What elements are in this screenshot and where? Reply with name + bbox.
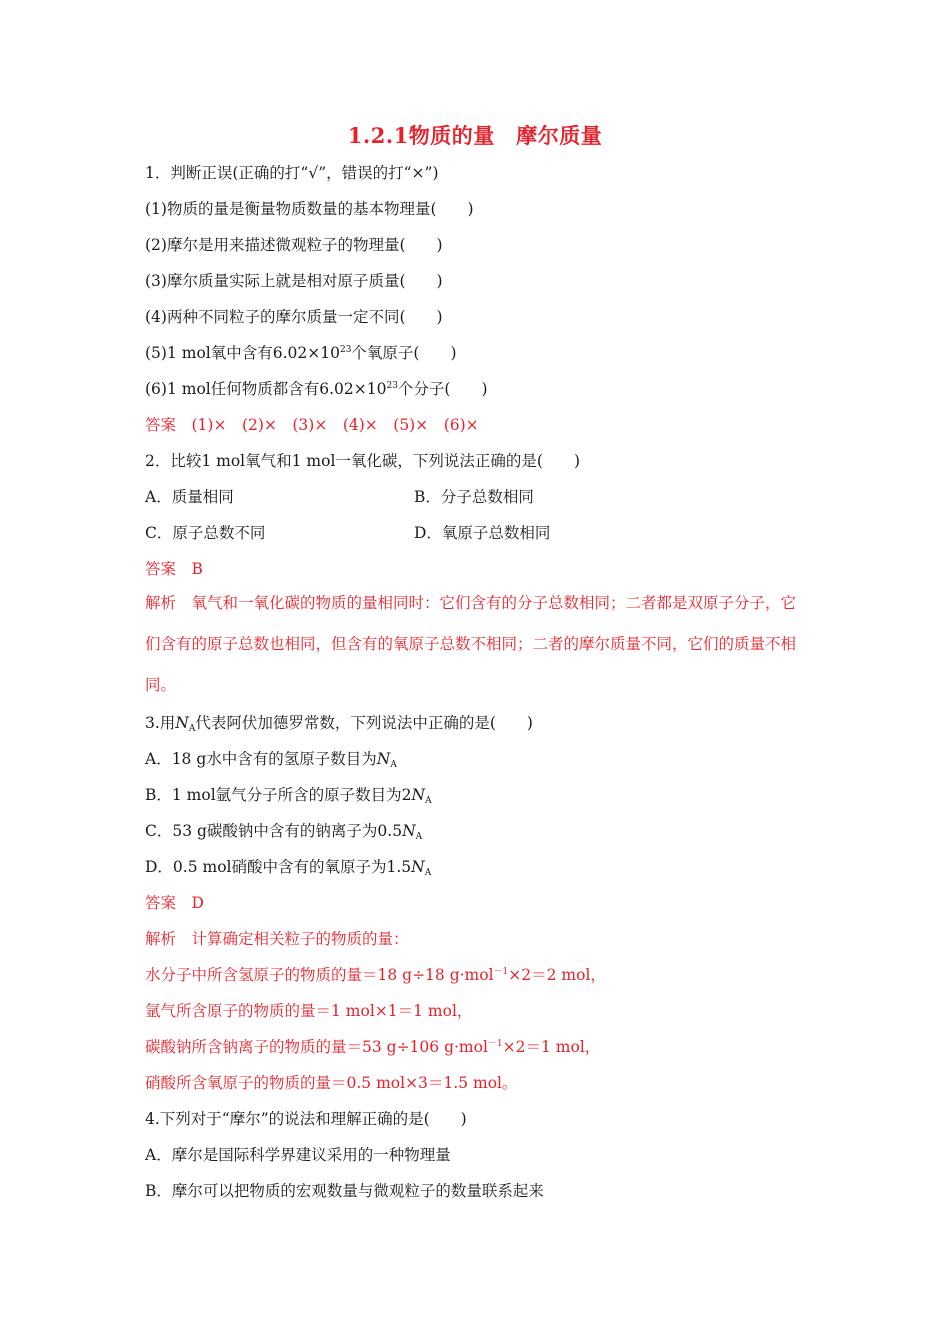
- q4-option-a: A．摩尔是国际科学界建议采用的一种物理量: [145, 1146, 451, 1164]
- q3-option-c: C．53 g碳酸钠中含有的钠离子为$0.5N_A$: [145, 822, 423, 842]
- q2-option-d: D．氧原子总数相同: [414, 524, 551, 542]
- q3-stem: 3.用$N_A$代表阿伏加德罗常数，下列说法中正确的是( ): [145, 714, 533, 734]
- q1-item-1: (1)物质的量是衡量物质数量的基本物理量( ): [145, 200, 474, 218]
- q1-item-2: (2)摩尔是用来描述微观粒子的物理量( ): [145, 236, 443, 254]
- q3-option-a: A．18 g水中含有的氢原子数目为$N_A$: [145, 750, 397, 770]
- q3-analysis-head: 解析 计算确定相关粒子的物质的量：: [145, 930, 409, 948]
- q1-item-6: (6)1 mol任何物质都含有$6.02\times 10^{23}$个分子( ): [145, 380, 488, 398]
- q4-stem: 4.下列对于“摩尔”的说法和理解正确的是( ): [145, 1110, 467, 1128]
- q1-item-5: (5)1 mol氧中含有$6.02\times 10^{23}$个氧原子( ): [145, 344, 457, 362]
- q2-option-b: B．分子总数相同: [414, 488, 534, 506]
- q2-option-c: C．原子总数不同: [145, 524, 266, 542]
- q3-calc-2: 氩气所含原子的物质的量＝1 mol×1＝1 mol，: [145, 1002, 473, 1020]
- q3-calc-4: 硝酸所含氧原子的物质的量＝0.5 mol×3＝1.5 mol。: [145, 1074, 518, 1092]
- q3-calc-1: 水分子中所含氢原子的物质的量＝18 g÷18 g·mol$^{-1}$×2＝2 mol，: [145, 966, 606, 984]
- q1-answer: 答案 (1)× (2)× (3)× (4)× (5)× (6)×: [145, 416, 479, 434]
- q2-analysis: 解析 氧气和一氧化碳的物质的量相同时：它们含有的分子总数相同；二者都是双原子分子，它们含有的原子总数也相同，但含有的氧原子总数不相同；二者的摩尔质量不同，它们的质量不相同。: [145, 594, 797, 694]
- q1-stem: 1．判断正误(正确的打“√”，错误的打“×”): [145, 164, 439, 182]
- q1-item-4: (4)两种不同粒子的摩尔质量一定不同( ): [145, 308, 443, 326]
- q2-option-a: A．质量相同: [145, 488, 234, 506]
- q2-stem: 2．比较1 mol氧气和1 mol一氧化碳，下列说法正确的是( ): [145, 452, 581, 470]
- q1-item-3: (3)摩尔质量实际上就是相对原子质量( ): [145, 272, 443, 290]
- q3-option-b: B．1 mol氩气分子所含的原子数目为$2N_A$: [145, 786, 432, 806]
- q3-calc-3: 碳酸钠所含钠离子的物质的量＝53 g÷106 g·mol$^{-1}$×2＝1 mol，: [145, 1038, 601, 1056]
- q3-answer: 答案 D: [145, 894, 204, 912]
- q4-option-b: B．摩尔可以把物质的宏观数量与微观粒子的数量联系起来: [145, 1182, 544, 1200]
- q2-answer: 答案 B: [145, 560, 203, 578]
- page-title: 1.2.1物质的量 摩尔质量: [347, 123, 603, 148]
- q3-option-d: D．0.5 mol硝酸中含有的氧原子为$1.5N_A$: [145, 858, 432, 878]
